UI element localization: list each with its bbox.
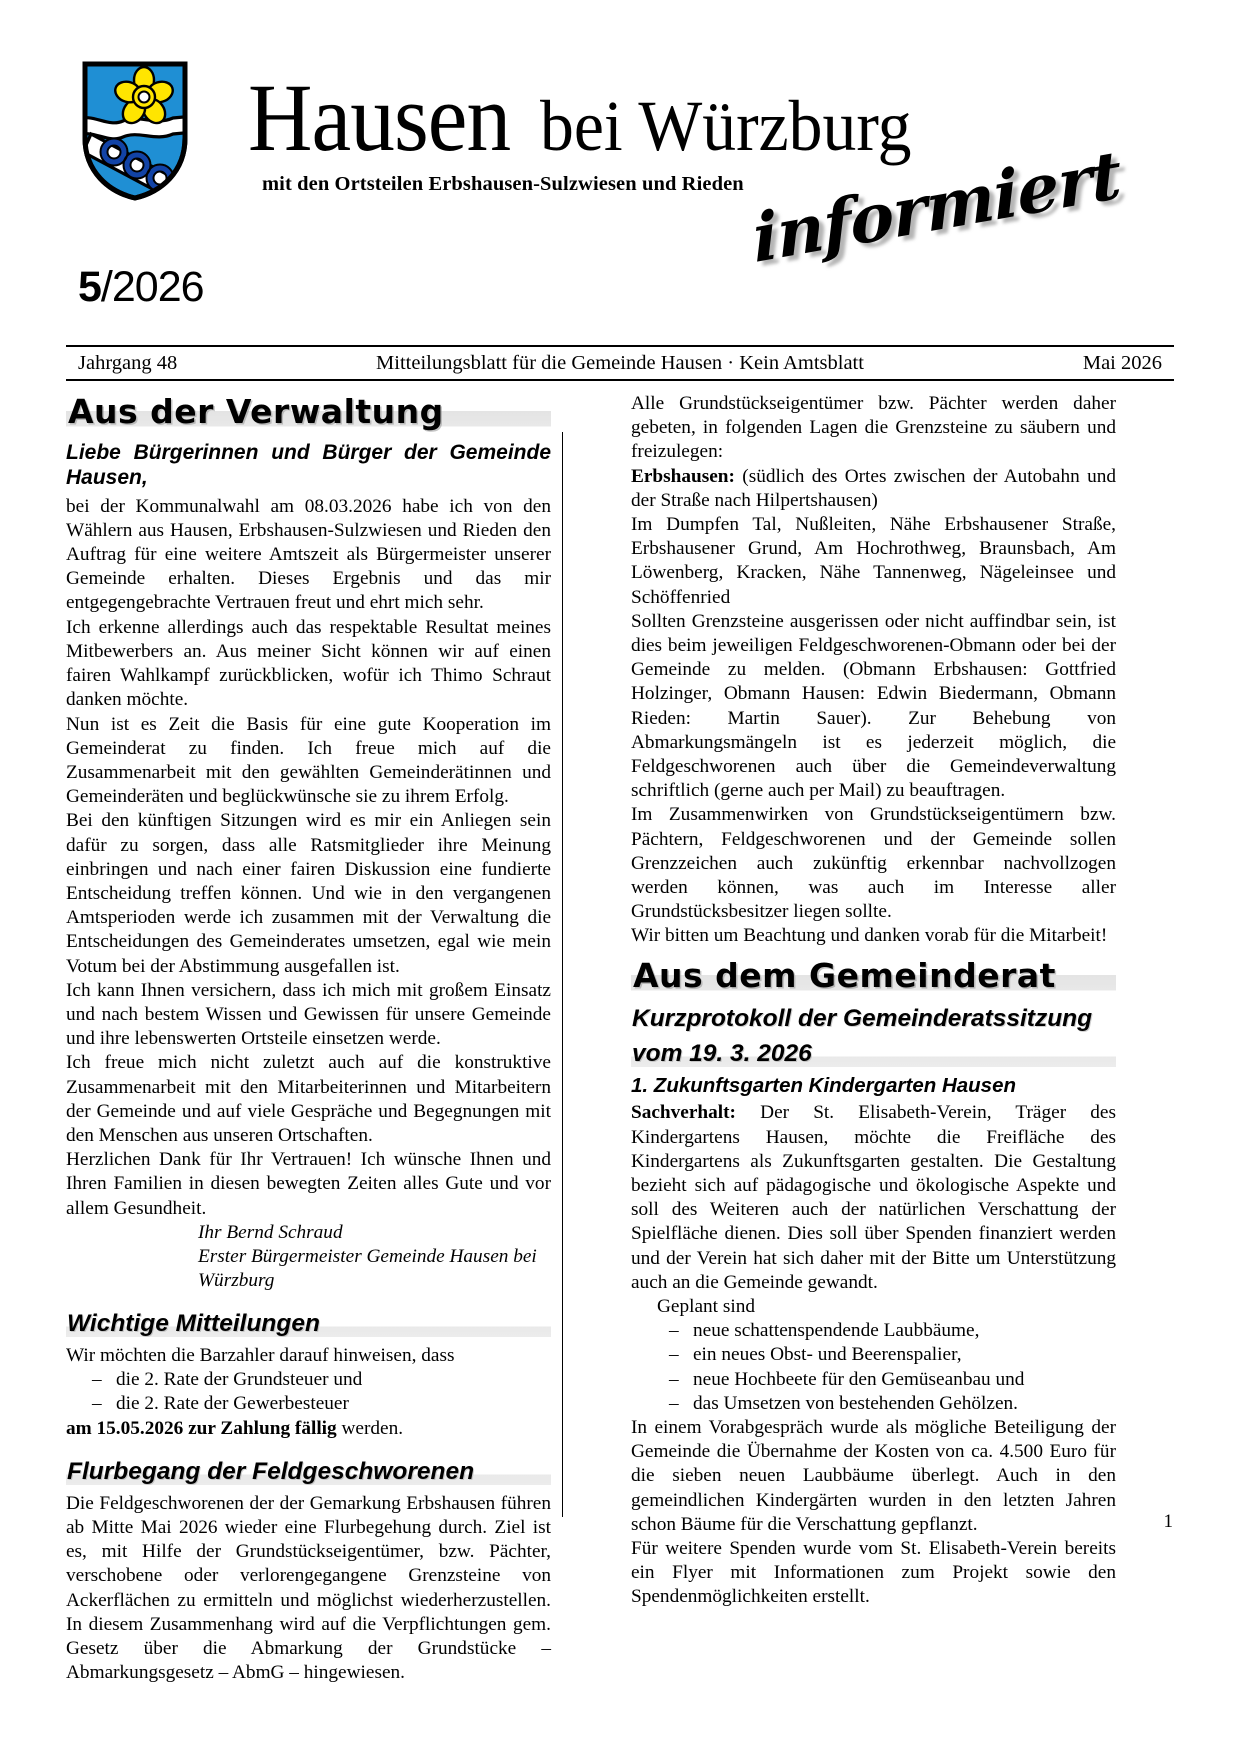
grundstueckseigentuemer-paragraph: Alle Grundstückseigentümer bzw. Pächter werden daher gebeten, in folgenden Lagen die Grenzsteine zu säubern und freizulegen: — [631, 393, 1116, 463]
right-column — [631, 392, 1116, 1610]
masthead — [66, 48, 1176, 348]
erbshausen-locations: Im Dumpfen Tal, Nußleiten, Nähe Erbshausener Straße, Erbshausener Grund, Am Hochrothweg, Braunsbach, Am Löwenberg, Kracken, Nähe Tannenweg, Nägeleinsee und Schöffenried — [631, 514, 1116, 608]
spenden-paragraph: Für weitere Spenden wurde vom St. Elisabeth-Verein bereits ein Flyer mit Informationen zum Projekt sowie den Spendenmöglichkeiten erstellt. — [631, 1538, 1116, 1608]
list-item-label: die 2. Rate der Gewerbesteuer — [116, 1393, 349, 1415]
publication-description: Mitteilungsblatt für die Gemeinde Hausen · Kein Amtsblatt — [376, 351, 864, 374]
bullet-dash: – — [669, 1392, 679, 1414]
list-item — [631, 1368, 1116, 1392]
erbshausen-rest: (südlich des Ortes zwischen der Autobahn und der Straße nach Hilpertshausen) — [631, 465, 1116, 511]
mitteilungen-due-line — [66, 1417, 551, 1441]
due-date-bold: am 15.05.2026 zur Zahlung fällig — [66, 1417, 337, 1439]
vorabgespraech-paragraph: In einem Vorabgespräch wurde als mögliche Beteiligung der Gemeinde die Übernahme der Kosten von ca. 4.500 Euro für die sieben neuen Laubbäume überlegt. Auch in den gemeindlichen Kindergärten wurden in den letzten Jahren schon Bäume für die Verschattung gepflanzt. — [631, 1417, 1116, 1535]
sachverhalt-label: Sachverhalt: — [631, 1102, 736, 1124]
letter-paragraph: Bei den künftigen Sitzungen wird es mir ein Anliegen sein dafür zu sorgen, dass alle Ratsmitglieder ihre Meinung einbringen und nach einer fairen Diskussion eine fundierte Entscheidung treffen können. Und wie in den vergangenen Amtsperioden werde ich zusammen mit der Verwaltung die Entscheidungen des Gemeinderates umsetzen, egal wie mein Votum bei der Abstimmung ausgefallen ist. — [66, 810, 551, 977]
signature-role: Erster Bürgermeister Gemeinde Hausen bei Würzburg — [198, 1245, 537, 1291]
geplant-bullet-list — [631, 1319, 1116, 1416]
list-item — [631, 1392, 1116, 1416]
mitteilungen-bullet-list — [66, 1368, 551, 1416]
bullet-dash: – — [92, 1369, 102, 1391]
list-item-label: das Umsetzen von bestehenden Gehölzen. — [693, 1392, 1018, 1414]
list-item-label: die 2. Rate der Grundsteuer und — [116, 1369, 363, 1391]
sachverhalt-text: Der St. Elisabeth-Verein, Träger des Kindergartens Hausen, möchte die Freifläche des Kindergartens als Zukunftsgarten gestalten. Die Gestaltung bezieht sich auf pädagogische und ökologische Aspekte und soll des Weiteren auch der natürlichen Verschattung der Spielfläche dienen. Dies soll über Spenden finanziert werden und der Verein hat sich daher mit der Bitte um Unterstützung auch an die Gemeinde gewandt. — [631, 1102, 1116, 1293]
letter-paragraph: Ich kann Ihnen versichern, dass ich mich mit großem Einsatz und nach bestem Wissen und Gewissen für unsere Gemeinde und ihre lebenswerten Ortsteile einsetzen werde. — [66, 979, 551, 1050]
list-item — [631, 1343, 1116, 1367]
erbshausen-paragraph — [631, 465, 1116, 513]
heading-kurzprotokoll-line1: Kurzprotokoll der Gemeinderatssitzung — [632, 1004, 1093, 1032]
section-heading-verwaltung: Aus der Verwaltung — [66, 392, 551, 433]
bullet-dash: – — [669, 1368, 679, 1390]
heading-topic-zukunftsgarten: 1. Zukunftsgarten Kindergarten Hausen — [631, 1073, 1017, 1097]
list-item-label: ein neues Obst- und Beerenspalier, — [693, 1344, 962, 1366]
letter-paragraph: Ich erkenne allerdings auch das respektable Resultat meines Mitbewerbers an. Aus meiner Sicht können wir auf einen fairen Wahlkampf zurückblicken, wofür ich Thimo Schraut danken möchte. — [66, 616, 551, 711]
zusammenwirken-paragraph: Im Zusammenwirken von Grundstückseigentümern bzw. Pächtern, Feldgeschworenen und der Gemeinde sollen Grenzzeichen auch zukünftig erkennbar nachvollzogen werden können, was auch im Interesse aller Grundstücksbesitzer liegen sollte. — [631, 804, 1116, 923]
flurbegang-paragraph: Die Feldgeschworenen der der Gemarkung Erbshausen führen ab Mitte Mai 2026 wieder eine Flurbegehung durch. Ziel ist es, mit Hilfe der Grundstückseigentümer, bzw. Pächter, verschobene oder verlorengegangene Grenzsteine von Ackerflächen zu ermitteln und möglichst wiederherzustellen. In diesem Zusammenhang wird auf die Verpflichtungen gem. Gesetz über die Abmarkung der Grundstücke – Abmarkungsgesetz – AbmG – hingewiesen. — [66, 1492, 551, 1684]
publication-title — [248, 64, 935, 171]
geplant-sind-label: Geplant sind — [657, 1296, 755, 1317]
bullet-dash: – — [92, 1393, 102, 1415]
bullet-dash: – — [669, 1320, 679, 1342]
letter-paragraph: Nun ist es Zeit die Basis für eine gute Kooperation im Gemeinderat zu finden. Ich freue mich auf die Zusammenarbeit mit den gewählten Gemeinderätinnen und Gemeinderäten und beglückwünsche sie zu ihrem Erfolg. — [66, 713, 551, 808]
informiert-wordmark: informiert — [750, 135, 1123, 278]
list-item — [66, 1368, 551, 1392]
issue-number — [78, 263, 204, 311]
issue-number-month: 5 — [78, 263, 101, 311]
list-item — [631, 1319, 1116, 1343]
column-divider — [562, 432, 563, 1517]
coat-of-arms-icon — [81, 60, 189, 200]
list-item-label: neue Hochbeete für den Gemüseanbau und — [693, 1368, 1025, 1390]
title-main: Hausen — [248, 64, 511, 171]
erbshausen-label: Erbshausen: — [631, 465, 735, 487]
issue-date: Mai 2026 — [1082, 351, 1162, 374]
bullet-dash: – — [669, 1344, 679, 1366]
due-date-rest: werden. — [336, 1417, 404, 1439]
list-item-label: neue schattenspendende Laubbäume, — [693, 1320, 980, 1342]
title-subtitle-bei: bei Würzburg — [539, 86, 912, 166]
mitteilungen-intro: Wir möchten die Barzahler darauf hinweisen, dass — [66, 1345, 455, 1366]
section-heading-gemeinderat: Aus dem Gemeinderat — [631, 956, 1116, 997]
letter-salutation: Liebe Bürgerinnen und Bürger der Gemeinde Hausen, — [66, 441, 551, 490]
letter-paragraph: Ich freue mich nicht zuletzt auch auf die konstruktive Zusammenarbeit mit den Mitarbeiterinnen und Mitarbeitern der Gemeinde und auf viele Gespräche und Begegnungen mit den Menschen aus unseren Ortschaften. — [66, 1052, 551, 1146]
left-column — [66, 392, 551, 1685]
heading-wichtige-mitteilungen: Wichtige Mitteilungen — [66, 1309, 551, 1341]
signature-name: Ihr Bernd Schraud — [198, 1221, 343, 1243]
publication-subtitle: mit den Ortsteilen Erbshausen-Sulzwiesen und Rieden — [262, 173, 744, 195]
issue-number-year: /2026 — [100, 263, 204, 311]
signature-block — [198, 1221, 551, 1293]
heading-kurzprotokoll-line2: vom 19. 3. 2026 — [631, 1039, 1116, 1071]
beachtung-paragraph: Wir bitten um Beachtung und danken vorab für die Mitarbeit! — [631, 925, 1108, 947]
list-item — [66, 1392, 551, 1416]
grenzsteine-paragraph: Sollten Grenzsteine ausgerissen oder nicht auffindbar sein, ist dies beim jeweiligen Feldgeschworenen-Obmann oder bei der Gemeinde zu melden. (Obmann Erbshausen: Gottfried Holzinger, Obmann Hausen: Edwin Biedermann, Obmann Rieden: Martin Sauer). Zur Behebung von Abmarkungsmängeln ist es jederzeit möglich, die Feldgeschworenen auch über die Gemeindeverwaltung schriftlich (gerne auch per Mail) zu beauftragen. — [631, 610, 1116, 802]
volume-label: Jahrgang 48 — [78, 351, 178, 374]
sachverhalt-paragraph — [631, 1101, 1116, 1295]
page-number: 1 — [1163, 1511, 1173, 1532]
letter-paragraph: bei der Kommunalwahl am 08.03.2026 habe ich von den Wählern aus Hausen, Erbshausen-Sulzwiesen und Rieden den Auftrag für eine weitere Amtszeit als Bürgermeister unserer Gemeinde erhalten. Dieses Ergebnis und das mir entgegengebrachte Vertrauen freut und ehrt mich sehr. — [66, 495, 551, 614]
letter-paragraph: Herzlichen Dank für Ihr Vertrauen! Ich wünsche Ihnen und Ihren Familien in diesen bewegten Zeiten alles Gute und vor allem Gesundheit. — [66, 1149, 551, 1219]
masthead-info-bar — [66, 345, 1174, 381]
heading-flurbegang: Flurbegang der Feldgeschworenen — [66, 1457, 551, 1489]
